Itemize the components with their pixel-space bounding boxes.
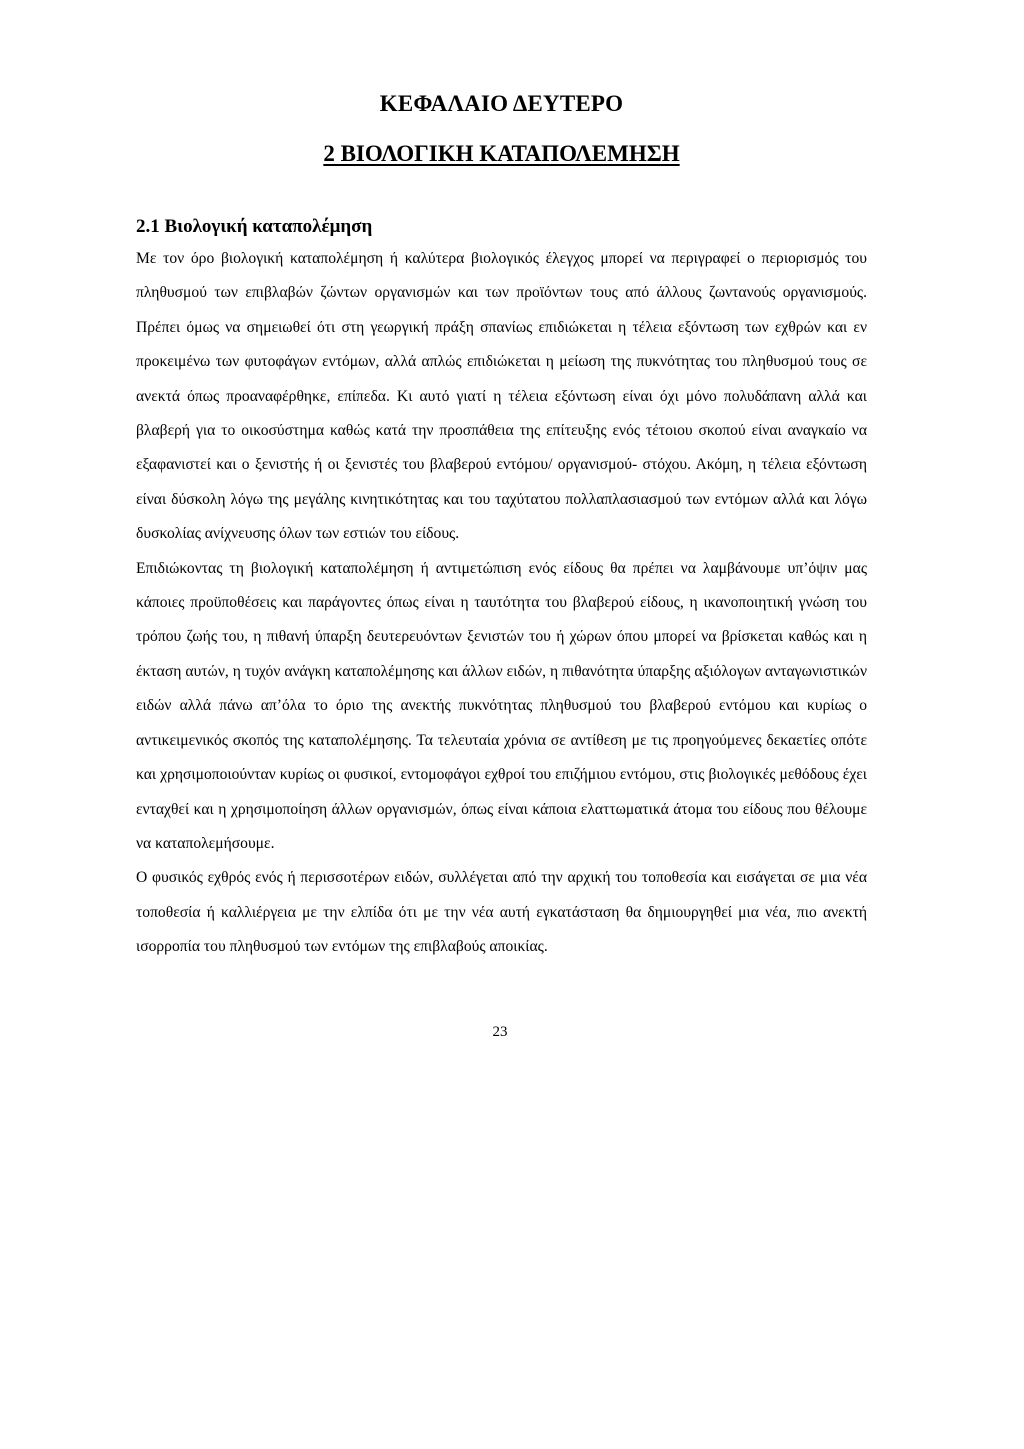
paragraph-1: Με τον όρο βιολογική καταπολέμηση ή καλύτερα βιολογικός έλεγχος μπορεί να περιγραφεί ο περιορισμός του πληθυσμού των επιβλαβών ζώντων οργανισμών και των προϊόντων τους από άλλους ζωντανούς οργανισμούς. Πρέπει όμως να σημειωθεί ότι στη γεωργική πράξη σπανίως επιδιώκεται η τέλεια εξόντωση των εχθρών και εν προκειμένω των φυτοφάγων εντόμων, αλλά απλώς επιδιώκεται η μείωση της πυκνότητας του πληθυσμού τους σε ανεκτά όπως προαναφέρθηκε, επίπεδα. Κι αυτό γιατί η τέλεια εξόντωση είναι όχι μόνο πολυδάπανη αλλά και βλαβερή για το οικοσύστημα καθώς κατά την προσπάθεια της επίτευξης ενός τέτοιου σκοπού είναι αναγκαίο να εξαφανιστεί και ο ξενιστής ή οι ξενιστές του βλαβερού εντόμου/ οργανισμού- στόχου. Ακόμη, η τέλεια εξόντωση είναι δύσκολη λόγω της μεγάλης κινητικότητας και του ταχύτατου πολλαπλασιασμού των εντόμων αλλά και λόγω δυσκολίας ανίχνευσης όλων των εστιών του είδους. xyxy=(136,250,867,543)
paragraph-3: Ο φυσικός εχθρός ενός ή περισσοτέρων ειδών, συλλέγεται από την αρχική του τοποθεσία και εισάγεται σε μια νέα τοποθεσία ή καλλιέργεια με την ελπίδα ότι με την νέα αυτή εγκατάσταση θα δημιουργηθεί μια νέα, πιο ανεκτή ισορροπία του πληθυσμού των εντόμων της επιβλαβούς αποικίας. xyxy=(136,869,867,956)
chapter-title: ΚΕΦΑΛΑΙΟ ΔΕΥΤΕΡΟ xyxy=(379,91,624,116)
chapter-subtitle: 2 ΒΙΟΛΟΓΙΚΗ ΚΑΤΑΠΟΛΕΜΗΣΗ xyxy=(323,141,680,166)
document-page xyxy=(136,88,867,965)
page-number: 23 xyxy=(492,1024,508,1040)
section-heading: 2.1 Βιολογική καταπολέμηση xyxy=(136,216,373,237)
paragraph-2: Επιδιώκοντας τη βιολογική καταπολέμηση ή αντιμετώπιση ενός είδους θα πρέπει να λαμβάνουμε υπ’όψιν μας κάποιες προϋποθέσεις και παράγοντες όπως είναι η ταυτότητα του βλαβερού είδους, η ικανοποιητική γνώση του τρόπου ζωής του, η πιθανή ύπαρξη δευτερευόντων ξενιστών του ή χώρων όπου μπορεί να βρίσκεται καθώς και η έκταση αυτών, η τυχόν ανάγκη καταπολέμησης και άλλων ειδών, η πιθανότητα ύπαρξης αξιόλογων ανταγωνιστικών ειδών αλλά πάνω απ’όλα το όριο της ανεκτής πυκνότητας πληθυσμού του βλαβερού εντόμου και κυρίως ο αντικειμενικός σκοπός της καταπολέμησης. Τα τελευταία χρόνια σε αντίθεση με τις προηγούμενες δεκαετίες οπότε και χρησιμοποιούνταν κυρίως οι φυσικοί, εντομοφάγοι εχθροί του επιζήμιου εντόμου, στις βιολογικές μεθόδους έχει ενταχθεί και η χρησιμοποίηση άλλων οργανισμών, όπως είναι κάποια ελαττωματικά άτομα του είδους που θέλουμε να καταπολεμήσουμε. xyxy=(136,559,867,852)
